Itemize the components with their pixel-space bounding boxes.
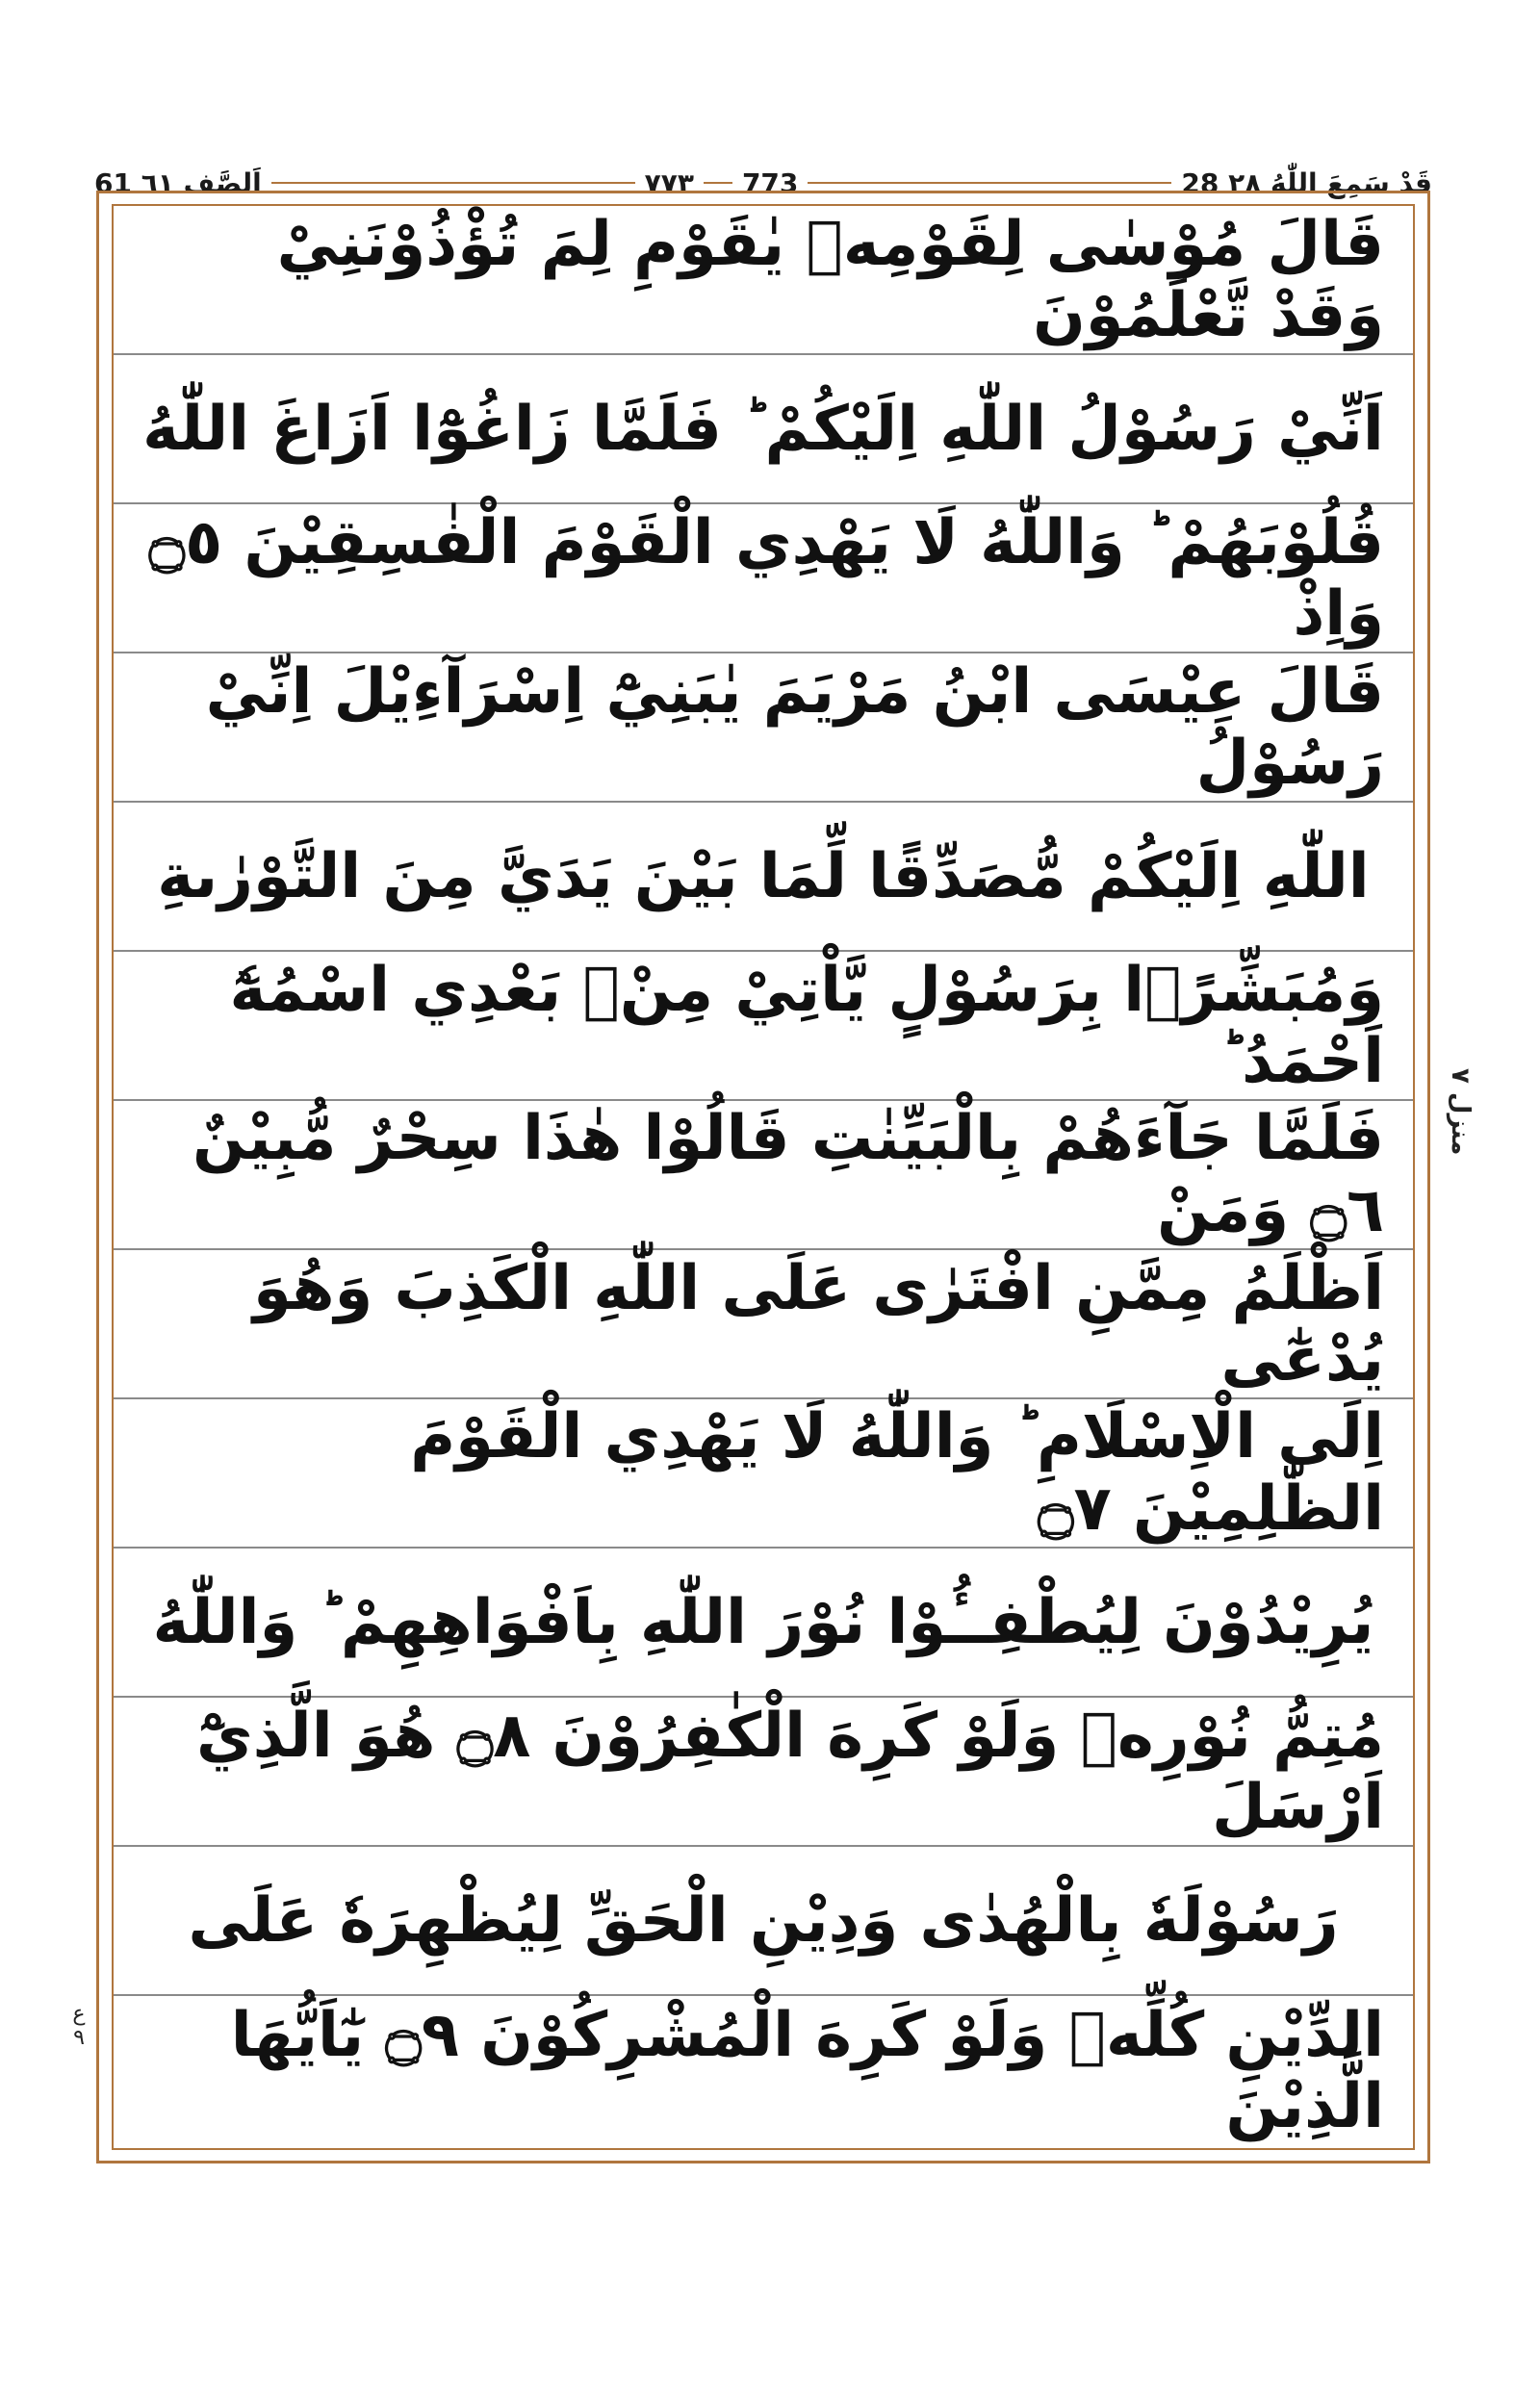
verse-line: قَالَ مُوْسٰى لِقَوْمِهٖ يٰقَوْمِ لِمَ تُؤْذُوْنَنِيْ وَقَدْ تَّعْلَمُوْنَ [114,206,1413,355]
verse-lines [114,206,1413,2148]
verse-line: يُرِيْدُوْنَ لِيُطْفِــُٔوْا نُوْرَ اللّٰهِ بِاَفْوَاهِهِمْ ؕ وَاللّٰهُ [114,1549,1413,1698]
verse-line: رَسُوْلَهٗ بِالْهُدٰى وَدِيْنِ الْحَقِّ لِيُظْهِرَهٗ عَلَى [114,1847,1413,1996]
verse-line: اللّٰهِ اِلَيْكُمْ مُّصَدِّقًا لِّمَا بَيْنَ يَدَيَّ مِنَ التَّوْرٰىةِ [114,803,1413,952]
juz-name: 28 قَدْ سَمِعَ اللّٰهُ ٢٨ [1181,166,1432,199]
verse-line: قَالَ عِيْسَى ابْنُ مَرْيَمَ يٰبَنِيْٓ اِسْرَآءِيْلَ اِنِّيْ رَسُوْلُ [114,653,1413,803]
verse-line: مُتِمُّ نُوْرِهٖ وَلَوْ كَرِهَ الْكٰفِرُوْنَ ۝٨ هُوَ الَّذِيْٓ اَرْسَلَ [114,1698,1413,1847]
header-rule [808,182,1171,184]
verse-line: اَظْلَمُ مِمَّنِ افْتَرٰى عَلَى اللّٰهِ الْكَذِبَ وَهُوَ يُدْعٰٓى [114,1250,1413,1399]
text-frame [112,204,1415,2150]
header-rule [704,182,732,184]
verse-line: وَمُبَشِّرًۢا بِرَسُوْلٍ يَّاْتِيْ مِنْۢ بَعْدِي اسْمُهٗٓ اَحْمَدُ ؕ [114,952,1413,1101]
manzil-marker: منزل ٧ [1446,1068,1475,1156]
verse-line: اَنِّيْ رَسُوْلُ اللّٰهِ اِلَيْكُمْ ؕ فَلَمَّا زَاغُوْٓا اَزَاغَ اللّٰهُ [114,355,1413,504]
ruku-marker: ع ٩ [72,2002,86,2050]
verse-line: قُلُوْبَهُمْ ؕ وَاللّٰهُ لَا يَهْدِي الْقَوْمَ الْفٰسِقِيْنَ ۝٥ وَاِذْ [114,504,1413,653]
surah-name: 61 اَلصَّف ٦١ [94,166,262,199]
verse-line: فَلَمَّا جَآءَهُمْ بِالْبَيِّنٰتِ قَالُوْا هٰذَا سِحْرٌ مُّبِيْنٌ ۝٦ وَمَنْ [114,1101,1413,1250]
header-rule [271,182,635,184]
verse-line: الدِّيْنِ كُلِّهٖ وَلَوْ كَرِهَ الْمُشْرِكُوْنَ ۝٩ يٰٓاَيُّهَا الَّذِيْنَ [230,2000,1384,2142]
page-number-arabic: ٧٧٣ [644,166,694,199]
verse-line: اِلَى الْاِسْلَامِ ؕ وَاللّٰهُ لَا يَهْدِي الْقَوْمَ الظّٰلِمِيْنَ ۝٧ [114,1399,1413,1549]
page-number: 773 [741,166,799,199]
